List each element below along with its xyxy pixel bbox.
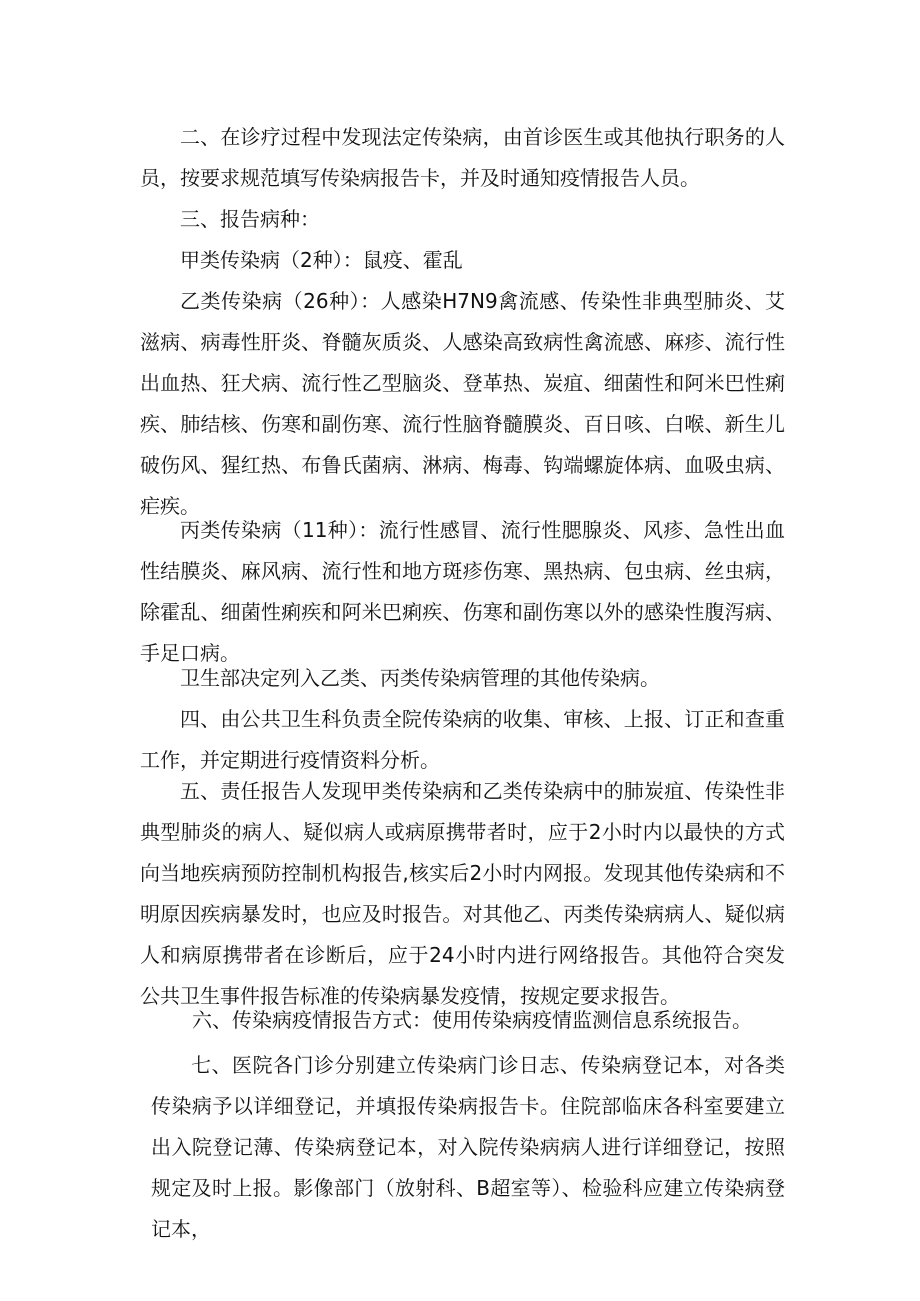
paragraph-2: 二、在诊疗过程中发现法定传染病，由首诊医生或其他执行职务的人员，按要求规范填写传染病报告卡，并及时通知疫情报告人员。 <box>140 125 785 190</box>
paragraph-class-c: 丙类传染病（11种）：流行性感冒、流行性腮腺炎、风疹、急性出血性结膜炎、麻风病、流行性和地方斑疹伤寒、黑热病、包虫病、丝虫病，除霍乱、细菌性痢疾和阿米巴痢疾、伤寒和副伤寒以外的感染性腹泻病、手足口病。 <box>140 518 785 665</box>
paragraph-other-diseases: 卫生部决定列入乙类、丙类传染病管理的其他传染病。 <box>180 666 660 690</box>
paragraph-class-b: 乙类传染病（26种）：人感染H7N9禽流感、传染性非典型肺炎、艾滋病、病毒性肝炎、脊髓灰质炎、人感染高致病性禽流感、麻疹、流行性出血热、狂犬病、流行性乙型脑炎、登革热、炭疽、细菌性和阿米巴性痢疾、肺结核、伤寒和副伤寒、流行性脑脊髓膜炎、百日咳、白喉、新生儿破伤风、猩红热、布鲁氏菌病、淋病、梅毒、钩端螺旋体病、血吸虫病、疟疾。 <box>140 289 785 518</box>
paragraph-4: 四、由公共卫生科负责全院传染病的收集、审核、上报、订正和查重工作，并定期进行疫情资料分析。 <box>140 707 785 772</box>
paragraph-7: 七、医院各门诊分别建立传染病门诊日志、传染病登记本，对各类传染病予以详细登记，并填报传染病报告卡。住院部临床各科室要建立出入院登记薄、传染病登记本，对入院传染病病人进行详细登记，按照规定及时上报。影像部门（放射科、B超室等）、检验科应建立传染病登记本， <box>151 1053 785 1241</box>
paragraph-3-heading: 三、报告病种： <box>180 207 320 231</box>
paragraph-class-a: 甲类传染病（2种）：鼠疫、霍乱 <box>180 248 463 272</box>
paragraph-6: 六、传染病疫情报告方式：使用传染病疫情监测信息系统报告。 <box>192 1008 752 1032</box>
paragraph-5: 五、责任报告人发现甲类传染病和乙类传染病中的肺炭疽、传染性非典型肺炎的病人、疑似病人或病原携带者时，应于2小时内以最快的方式向当地疾病预防控制机构报告,核实后2小时内网报。发现其他传染病和不明原因疾病暴发时，也应及时报告。对其他乙、丙类传染病病人、疑似病人和病原携带者在诊断后，应于24小时内进行网络报告。其他符合突发公共卫生事件报告标准的传染病暴发疫情，按规定要求报告。 <box>140 779 785 1008</box>
